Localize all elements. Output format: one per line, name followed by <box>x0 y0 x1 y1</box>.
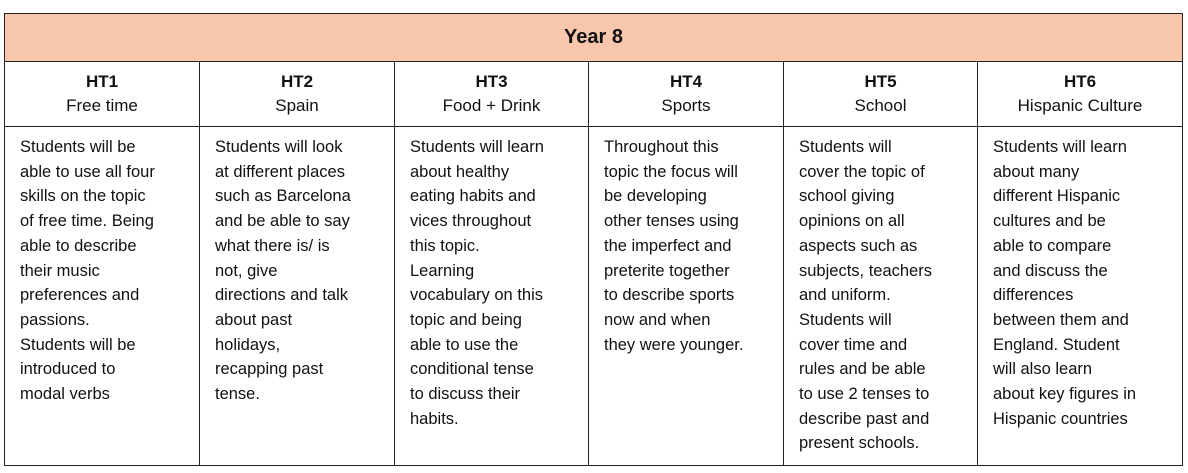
description-line: Students will look <box>215 138 343 156</box>
term-description-ht6 <box>978 127 1183 466</box>
description-line: recapping past <box>215 360 324 379</box>
description-line: at different places <box>215 162 345 181</box>
term-topic: Free time <box>66 96 138 115</box>
term-header-ht3 <box>395 62 589 127</box>
description-line: Learning <box>410 261 475 280</box>
term-header-row <box>5 62 1183 127</box>
description-line: between them and <box>993 310 1129 329</box>
description-line: such as Barcelona <box>215 187 351 206</box>
year-header-row <box>5 14 1183 62</box>
description-line: to discuss their <box>410 385 521 404</box>
description-line: able to use all four <box>20 162 155 181</box>
description-line: Students will learn <box>993 138 1127 156</box>
term-topic: Spain <box>275 96 319 115</box>
term-description-ht1 <box>5 127 200 466</box>
curriculum-table <box>4 13 1183 466</box>
description-line: Students will be <box>20 335 136 354</box>
term-header-ht2 <box>200 62 395 127</box>
description-line: subjects, teachers <box>799 261 932 280</box>
term-description-ht4 <box>589 127 784 466</box>
description-line: vocabulary on this <box>410 286 543 305</box>
description-line: cultures and be <box>993 212 1106 231</box>
description-line: differences <box>993 286 1074 305</box>
description-line: and discuss the <box>993 261 1108 280</box>
description-line: what there is/ is <box>215 236 330 255</box>
description-line: of free time. Being <box>20 212 154 231</box>
description-line: about key figures in <box>993 385 1137 404</box>
description-line: school giving <box>799 187 895 206</box>
description-line: topic the focus will <box>604 162 738 181</box>
description-line: Students will learn <box>410 138 544 156</box>
description-line: Hispanic countries <box>993 409 1128 428</box>
description-line: modal verbs <box>20 385 110 404</box>
term-topic: Sports <box>661 96 711 115</box>
description-line: conditional tense <box>410 360 534 379</box>
description-line: vices throughout <box>410 212 532 231</box>
description-line: other tenses using <box>604 212 739 231</box>
description-line: Throughout this <box>604 138 719 156</box>
description-line: Students will <box>799 310 892 329</box>
description-line: habits. <box>410 409 459 428</box>
description-line: and be able to say <box>215 212 350 231</box>
description-line: now and when <box>604 310 711 329</box>
term-topic: Hispanic Culture <box>1017 96 1143 115</box>
term-header-ht6 <box>978 62 1183 127</box>
term-body-row <box>5 127 1183 466</box>
description-line: topic and being <box>410 310 522 329</box>
term-description-ht2 <box>200 127 395 466</box>
term-code: HT1 <box>85 72 119 91</box>
term-code: HT4 <box>669 72 703 91</box>
description-line: about healthy <box>410 162 510 181</box>
description-line: rules and be able <box>799 360 926 379</box>
description-line: this topic. <box>410 236 480 255</box>
term-code: HT3 <box>475 72 508 91</box>
term-description-ht5 <box>784 127 978 466</box>
description-line: present schools. <box>799 434 920 453</box>
description-line: different Hispanic <box>993 187 1121 206</box>
term-header-ht4 <box>589 62 784 127</box>
description-line: they were younger. <box>604 335 744 354</box>
description-line: opinions on all <box>799 212 905 231</box>
description-line: Students will be <box>20 138 136 156</box>
description-line: introduced to <box>20 360 116 379</box>
description-line: not, give <box>215 261 278 280</box>
term-description-ht3 <box>395 127 589 466</box>
term-code: HT5 <box>864 72 897 91</box>
description-line: aspects such as <box>799 236 918 255</box>
description-line: able to compare <box>993 236 1112 255</box>
description-line: and uniform. <box>799 286 891 305</box>
description-line: will also learn <box>993 360 1093 379</box>
description-line: about past <box>215 310 293 329</box>
term-code: HT6 <box>1063 72 1097 91</box>
description-line: about many <box>993 162 1080 181</box>
term-topic: Food + Drink <box>442 96 541 115</box>
description-line: England. Student <box>993 335 1120 354</box>
description-line: skills on the topic <box>20 187 146 206</box>
description-line: directions and talk <box>215 286 348 305</box>
description-line: cover time and <box>799 335 908 354</box>
description-line: to describe sports <box>604 286 735 305</box>
description-line: able to use the <box>410 335 519 354</box>
term-header-ht1 <box>5 62 200 127</box>
description-line: their music <box>20 261 100 280</box>
description-line: describe past and <box>799 409 930 428</box>
description-line: be developing <box>604 187 707 206</box>
description-line: cover the topic of <box>799 162 925 181</box>
description-line: able to describe <box>20 236 137 255</box>
description-line: the imperfect and <box>604 236 732 255</box>
term-topic: School <box>854 96 907 115</box>
description-line: passions. <box>20 310 90 329</box>
description-line: preferences and <box>20 286 140 305</box>
description-line: tense. <box>215 385 260 404</box>
description-line: Students will <box>799 138 892 156</box>
description-line: eating habits and <box>410 187 536 206</box>
term-code: HT2 <box>280 72 314 91</box>
term-header-ht5 <box>784 62 978 127</box>
description-line: to use 2 tenses to <box>799 385 930 404</box>
description-line: holidays, <box>215 335 281 354</box>
description-line: preterite together <box>604 261 730 280</box>
year-title: Year 8 <box>5 14 1183 62</box>
